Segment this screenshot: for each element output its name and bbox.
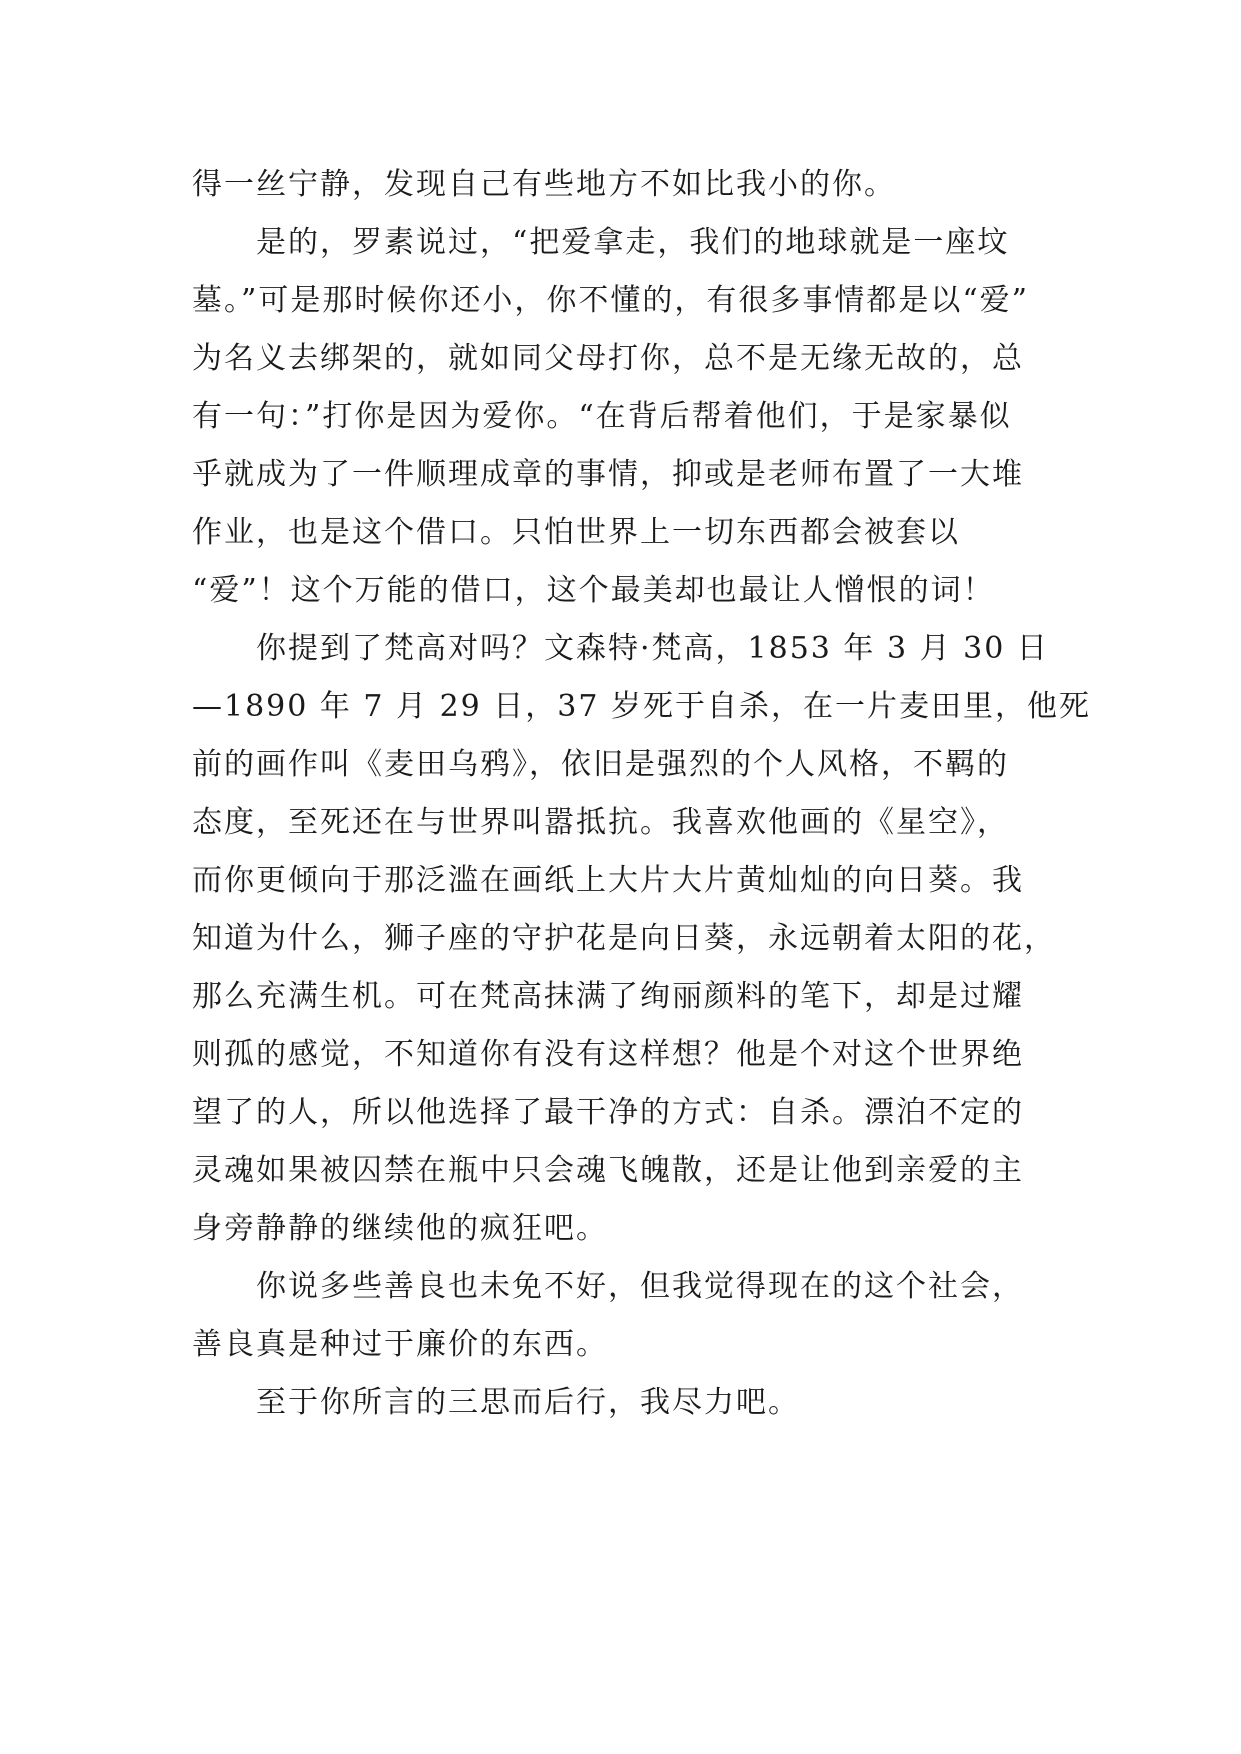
text-line: 至于你所言的三思而后行，我尽力吧。 (256, 1385, 800, 1420)
text-line: 而你更倾向于那泛滥在画纸上大片大片黄灿灿的向日葵。我 (192, 863, 1024, 898)
text-line: 前的画作叫《麦田乌鸦》，依旧是强烈的个人风格，不羁的 (192, 747, 1009, 782)
text-line: 作业，也是这个借口。只怕世界上一切东西都会被套以 (192, 515, 960, 550)
text-line: 那么充满生机。可在梵高抹满了绚丽颜料的笔下，却是过耀 (192, 979, 1024, 1014)
text-line: 身旁静静的继续他的疯狂吧。 (192, 1211, 608, 1246)
text-line: —1890 年 7 月 29 日，37 岁死于自杀，在一片麦田里，他死 (192, 689, 1091, 724)
text-line: “爱”！这个万能的借口，这个最美却也最让人憎恨的词！ (192, 573, 995, 608)
text-line: 善良真是种过于廉价的东西。 (192, 1327, 608, 1362)
text-line: 你说多些善良也未免不好，但我觉得现在的这个社会， (256, 1269, 1024, 1304)
text-line: 态度，至死还在与世界叫嚣抵抗。我喜欢他画的《星空》， (192, 805, 1009, 840)
text-line: 你提到了梵高对吗？文森特·梵高，1853 年 3 月 30 日 (256, 631, 1049, 666)
text-line: 望了的人，所以他选择了最干净的方式：自杀。漂泊不定的 (192, 1095, 1024, 1130)
text-line: 有一句：”打你是因为爱你。“在背后帮着他们，于是家暴似 (192, 399, 1012, 434)
text-line: 则孤的感觉，不知道你有没有这样想？他是个对这个世界绝 (192, 1037, 1024, 1072)
body-text (192, 156, 1091, 1432)
text-line: 是的，罗素说过，“把爱拿走，我们的地球就是一座坟 (256, 225, 1010, 260)
text-line: 知道为什么，狮子座的守护花是向日葵，永远朝着太阳的花， (192, 921, 1056, 956)
text-line: 得一丝宁静，发现自己有些地方不如比我小的你。 (192, 167, 896, 202)
text-line: 墓。”可是那时候你还小，你不懂的，有很多事情都是以“爱” (192, 283, 1030, 318)
text-line: 灵魂如果被囚禁在瓶中只会魂飞魄散，还是让他到亲爱的主 (192, 1153, 1024, 1188)
text-line: 为名义去绑架的，就如同父母打你，总不是无缘无故的，总 (192, 341, 1024, 376)
text-line: 乎就成为了一件顺理成章的事情，抑或是老师布置了一大堆 (192, 457, 1024, 492)
